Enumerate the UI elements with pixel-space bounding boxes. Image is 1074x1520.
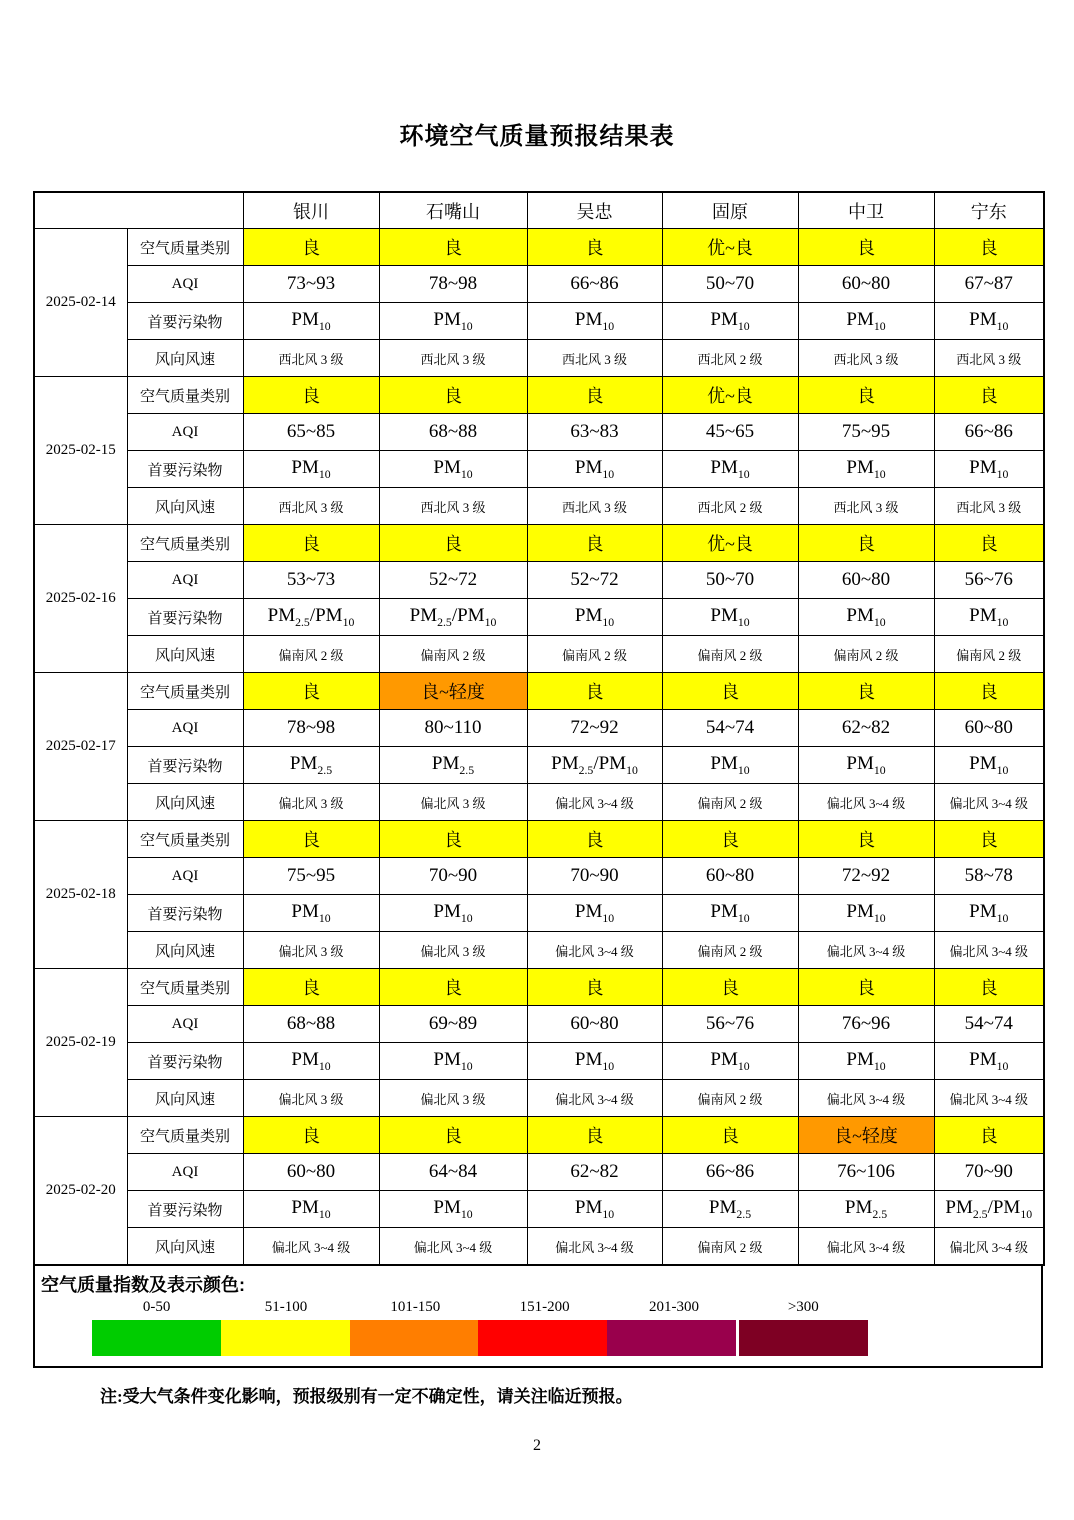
wind-cell: 偏北风 3~4 级 [798, 1228, 934, 1266]
wind-cell: 偏北风 3~4 级 [934, 932, 1044, 969]
aqi-cell: 80~110 [379, 710, 527, 747]
day-4-aqi-row [34, 858, 1044, 895]
pollutant-cell: $PM_{10}$ [662, 303, 798, 340]
row-label-category: 空气质量类别 [127, 229, 243, 266]
category-cell: 良 [662, 821, 798, 858]
aqi-cell: 66~86 [527, 266, 662, 303]
pollutant-cell: $PM_{10}$ [243, 895, 379, 932]
pollutant-cell: $PM_{2.5}/PM_{10}$ [934, 1191, 1044, 1228]
wind-cell: 偏南风 2 级 [662, 932, 798, 969]
legend-range-label: 201-300 [648, 1299, 699, 1315]
row-label-category: 空气质量类别 [127, 673, 243, 710]
wind-cell: 偏北风 3~4 级 [798, 784, 934, 821]
legend-range-label: >300 [787, 1299, 819, 1315]
pollutant-cell: $PM_{10}$ [527, 599, 662, 636]
day-6-aqi-row [34, 1154, 1044, 1191]
pollutant-cell: $PM_{10}$ [934, 303, 1044, 340]
pollutant-cell: $PM_{10}$ [379, 451, 527, 488]
pollutant-cell: $PM_{10}$ [243, 451, 379, 488]
day-6-category-row [34, 1117, 1044, 1154]
wind-cell: 西北风 3 级 [379, 340, 527, 377]
city-header-2: 吴忠 [527, 192, 662, 229]
wind-cell: 偏北风 3~4 级 [934, 1080, 1044, 1117]
pollutant-cell: $PM_{10}$ [662, 747, 798, 784]
category-cell: 良 [662, 969, 798, 1006]
pollutant-cell: $PM_{10}$ [379, 303, 527, 340]
wind-cell: 偏南风 2 级 [662, 1228, 798, 1266]
row-label-pollutant: 首要污染物 [127, 1191, 243, 1228]
row-label-pollutant: 首要污染物 [127, 1043, 243, 1080]
date-cell: 2025-02-20 [34, 1117, 127, 1266]
day-1-wind-row [34, 488, 1044, 525]
category-cell: 良 [243, 821, 379, 858]
category-cell: 良 [243, 229, 379, 266]
wind-cell: 西北风 3 级 [243, 488, 379, 525]
legend-color-swatch [739, 1320, 868, 1356]
city-header-4: 中卫 [798, 192, 934, 229]
day-5-pollutant-row [34, 1043, 1044, 1080]
day-3-aqi-row [34, 710, 1044, 747]
aqi-cell: 60~80 [934, 710, 1044, 747]
aqi-cell: 76~96 [798, 1006, 934, 1043]
aqi-cell: 50~70 [662, 266, 798, 303]
aqi-cell: 72~92 [798, 858, 934, 895]
aqi-cell: 50~70 [662, 562, 798, 599]
aqi-cell: 76~106 [798, 1154, 934, 1191]
day-4-category-row [34, 821, 1044, 858]
category-cell: 良 [798, 377, 934, 414]
row-label-wind: 风向风速 [127, 488, 243, 525]
pollutant-cell: $PM_{2.5}$ [379, 747, 527, 784]
wind-cell: 西北风 3 级 [527, 488, 662, 525]
wind-cell: 偏北风 3 级 [243, 1080, 379, 1117]
date-cell: 2025-02-19 [34, 969, 127, 1117]
wind-cell: 西北风 3 级 [798, 340, 934, 377]
pollutant-cell: $PM_{10}$ [798, 303, 934, 340]
pollutant-cell: $PM_{10}$ [934, 895, 1044, 932]
aqi-cell: 69~89 [379, 1006, 527, 1043]
day-3-wind-row [34, 784, 1044, 821]
aqi-cell: 70~90 [527, 858, 662, 895]
category-cell: 良 [798, 673, 934, 710]
category-cell: 良 [798, 229, 934, 266]
date-cell: 2025-02-16 [34, 525, 127, 673]
pollutant-cell: $PM_{10}$ [527, 1191, 662, 1228]
pollutant-cell: $PM_{10}$ [798, 895, 934, 932]
aqi-cell: 62~82 [798, 710, 934, 747]
wind-cell: 西北风 3 级 [243, 340, 379, 377]
category-cell: 良 [243, 969, 379, 1006]
wind-cell: 偏北风 3~4 级 [527, 1080, 662, 1117]
wind-cell: 偏北风 3~4 级 [798, 932, 934, 969]
header-row [34, 192, 1044, 229]
pollutant-cell: $PM_{10}$ [527, 895, 662, 932]
category-cell: 良 [798, 525, 934, 562]
aqi-cell: 56~76 [662, 1006, 798, 1043]
aqi-cell: 45~65 [662, 414, 798, 451]
aqi-cell: 72~92 [527, 710, 662, 747]
aqi-cell: 68~88 [379, 414, 527, 451]
wind-cell: 偏南风 2 级 [798, 636, 934, 673]
aqi-cell: 78~98 [379, 266, 527, 303]
day-4-wind-row [34, 932, 1044, 969]
aqi-cell: 60~80 [243, 1154, 379, 1191]
wind-cell: 西北风 3 级 [934, 488, 1044, 525]
day-1-pollutant-row [34, 451, 1044, 488]
day-4-pollutant-row [34, 895, 1044, 932]
aqi-cell: 66~86 [934, 414, 1044, 451]
row-label-category: 空气质量类别 [127, 525, 243, 562]
wind-cell: 西北风 2 级 [662, 340, 798, 377]
wind-cell: 偏南风 2 级 [662, 784, 798, 821]
wind-cell: 西北风 3 级 [934, 340, 1044, 377]
legend-color-swatch [92, 1320, 221, 1356]
wind-cell: 偏南风 2 级 [527, 636, 662, 673]
category-cell: 良 [379, 1117, 527, 1154]
aqi-cell: 73~93 [243, 266, 379, 303]
day-0-pollutant-row [34, 303, 1044, 340]
category-cell: 良 [934, 969, 1044, 1006]
city-header-0: 银川 [243, 192, 379, 229]
legend-color-swatch [350, 1320, 479, 1356]
day-0-aqi-row [34, 266, 1044, 303]
category-cell: 良~轻度 [379, 673, 527, 710]
forecast-table [33, 191, 1045, 1266]
category-cell: 良 [934, 673, 1044, 710]
wind-cell: 偏北风 3 级 [243, 932, 379, 969]
aqi-cell: 70~90 [934, 1154, 1044, 1191]
pollutant-cell: $PM_{10}$ [934, 1043, 1044, 1080]
wind-cell: 偏北风 3 级 [379, 1080, 527, 1117]
legend-range-label: 101-150 [390, 1299, 441, 1315]
pollutant-cell: $PM_{10}$ [379, 895, 527, 932]
pollutant-cell: $PM_{2.5}/PM_{10}$ [243, 599, 379, 636]
aqi-cell: 67~87 [934, 266, 1044, 303]
category-cell: 良 [379, 969, 527, 1006]
aqi-cell: 60~80 [798, 562, 934, 599]
category-cell: 良 [527, 969, 662, 1006]
category-cell: 良 [243, 673, 379, 710]
day-2-category-row [34, 525, 1044, 562]
category-cell: 优~良 [662, 525, 798, 562]
row-label-wind: 风向风速 [127, 932, 243, 969]
row-label-wind: 风向风速 [127, 1080, 243, 1117]
pollutant-cell: $PM_{10}$ [934, 747, 1044, 784]
category-cell: 良 [934, 1117, 1044, 1154]
category-cell: 良 [934, 377, 1044, 414]
aqi-legend [33, 1264, 1043, 1368]
pollutant-cell: $PM_{10}$ [662, 599, 798, 636]
row-label-aqi: AQI [127, 1006, 243, 1043]
day-1-aqi-row [34, 414, 1044, 451]
category-cell: 良 [527, 377, 662, 414]
pollutant-cell: $PM_{10}$ [527, 1043, 662, 1080]
day-1-category-row [34, 377, 1044, 414]
category-cell: 良 [662, 673, 798, 710]
category-cell: 良 [243, 377, 379, 414]
pollutant-cell: $PM_{10}$ [934, 451, 1044, 488]
day-6-pollutant-row [34, 1191, 1044, 1228]
legend-range-label: 151-200 [519, 1299, 570, 1315]
day-6-wind-row [34, 1228, 1044, 1266]
aqi-cell: 68~88 [243, 1006, 379, 1043]
row-label-aqi: AQI [127, 414, 243, 451]
day-2-aqi-row [34, 562, 1044, 599]
pollutant-cell: $PM_{10}$ [243, 303, 379, 340]
wind-cell: 偏北风 3~4 级 [243, 1228, 379, 1266]
legend-color-swatch [221, 1320, 350, 1356]
day-0-category-row [34, 229, 1044, 266]
pollutant-cell: $PM_{2.5}$ [798, 1191, 934, 1228]
wind-cell: 偏北风 3~4 级 [379, 1228, 527, 1266]
row-label-aqi: AQI [127, 710, 243, 747]
wind-cell: 偏北风 3~4 级 [934, 1228, 1044, 1266]
legend-title: 空气质量指数及表示颜色: [41, 1275, 245, 1295]
day-5-wind-row [34, 1080, 1044, 1117]
row-label-aqi: AQI [127, 858, 243, 895]
wind-cell: 西北风 3 级 [379, 488, 527, 525]
day-2-wind-row [34, 636, 1044, 673]
wind-cell: 偏南风 2 级 [379, 636, 527, 673]
wind-cell: 偏北风 3~4 级 [934, 784, 1044, 821]
category-cell: 良 [934, 821, 1044, 858]
pollutant-cell: $PM_{10}$ [379, 1191, 527, 1228]
wind-cell: 西北风 3 级 [798, 488, 934, 525]
aqi-cell: 75~95 [798, 414, 934, 451]
legend-color-bar [92, 1320, 868, 1356]
page-number: 2 [533, 1437, 541, 1454]
row-label-wind: 风向风速 [127, 1228, 243, 1266]
category-cell: 良 [527, 821, 662, 858]
aqi-cell: 66~86 [662, 1154, 798, 1191]
aqi-cell: 64~84 [379, 1154, 527, 1191]
row-label-category: 空气质量类别 [127, 1117, 243, 1154]
aqi-cell: 60~80 [662, 858, 798, 895]
page-title: 环境空气质量预报结果表 [399, 124, 675, 150]
pollutant-cell: $PM_{10}$ [798, 599, 934, 636]
day-3-category-row [34, 673, 1044, 710]
aqi-cell: 63~83 [527, 414, 662, 451]
row-label-pollutant: 首要污染物 [127, 599, 243, 636]
wind-cell: 西北风 3 级 [527, 340, 662, 377]
aqi-cell: 58~78 [934, 858, 1044, 895]
legend-range-label: 0-50 [142, 1299, 171, 1315]
wind-cell: 西北风 2 级 [662, 488, 798, 525]
pollutant-cell: $PM_{10}$ [243, 1191, 379, 1228]
category-cell: 良 [379, 377, 527, 414]
row-label-wind: 风向风速 [127, 636, 243, 673]
row-label-wind: 风向风速 [127, 784, 243, 821]
legend-color-swatch [478, 1320, 607, 1356]
aqi-cell: 60~80 [798, 266, 934, 303]
category-cell: 良 [798, 969, 934, 1006]
day-5-aqi-row [34, 1006, 1044, 1043]
date-cell: 2025-02-15 [34, 377, 127, 525]
wind-cell: 偏北风 3 级 [243, 784, 379, 821]
forecast-note: 注:受大气条件变化影响，预报级别有一定不确定性，请关注临近预报。 [100, 1387, 633, 1406]
wind-cell: 偏南风 2 级 [662, 636, 798, 673]
pollutant-cell: $PM_{10}$ [527, 451, 662, 488]
pollutant-cell: $PM_{10}$ [662, 895, 798, 932]
aqi-cell: 65~85 [243, 414, 379, 451]
corner-cell [34, 192, 243, 229]
city-header-1: 石嘴山 [379, 192, 527, 229]
aqi-cell: 75~95 [243, 858, 379, 895]
date-cell: 2025-02-14 [34, 229, 127, 377]
pollutant-cell: $PM_{2.5}$ [243, 747, 379, 784]
date-cell: 2025-02-18 [34, 821, 127, 969]
day-0-wind-row [34, 340, 1044, 377]
aqi-cell: 54~74 [662, 710, 798, 747]
pollutant-cell: $PM_{10}$ [379, 1043, 527, 1080]
pollutant-cell: $PM_{10}$ [798, 1043, 934, 1080]
aqi-cell: 60~80 [527, 1006, 662, 1043]
pollutant-cell: $PM_{10}$ [662, 451, 798, 488]
wind-cell: 偏南风 2 级 [934, 636, 1044, 673]
legend-range-labels [92, 1299, 868, 1316]
wind-cell: 偏南风 2 级 [662, 1080, 798, 1117]
day-2-pollutant-row [34, 599, 1044, 636]
legend-color-swatch [607, 1320, 739, 1356]
category-cell: 良~轻度 [798, 1117, 934, 1154]
aqi-cell: 78~98 [243, 710, 379, 747]
day-3-pollutant-row [34, 747, 1044, 784]
wind-cell: 偏北风 3~4 级 [527, 1228, 662, 1266]
row-label-aqi: AQI [127, 266, 243, 303]
wind-cell: 偏南风 2 级 [243, 636, 379, 673]
category-cell: 良 [934, 229, 1044, 266]
pollutant-cell: $PM_{2.5}$ [662, 1191, 798, 1228]
wind-cell: 偏北风 3~4 级 [527, 784, 662, 821]
category-cell: 良 [934, 525, 1044, 562]
category-cell: 良 [527, 1117, 662, 1154]
category-cell: 优~良 [662, 229, 798, 266]
pollutant-cell: $PM_{2.5}/PM_{10}$ [527, 747, 662, 784]
row-label-pollutant: 首要污染物 [127, 451, 243, 488]
wind-cell: 偏北风 3 级 [379, 932, 527, 969]
category-cell: 良 [243, 525, 379, 562]
aqi-cell: 52~72 [527, 562, 662, 599]
wind-cell: 偏北风 3 级 [379, 784, 527, 821]
city-header-3: 固原 [662, 192, 798, 229]
row-label-category: 空气质量类别 [127, 821, 243, 858]
row-label-aqi: AQI [127, 562, 243, 599]
city-header-5: 宁东 [934, 192, 1044, 229]
aqi-cell: 62~82 [527, 1154, 662, 1191]
wind-cell: 偏北风 3~4 级 [527, 932, 662, 969]
row-label-aqi: AQI [127, 1154, 243, 1191]
aqi-cell: 56~76 [934, 562, 1044, 599]
aqi-cell: 54~74 [934, 1006, 1044, 1043]
aqi-cell: 70~90 [379, 858, 527, 895]
category-cell: 良 [662, 1117, 798, 1154]
pollutant-cell: $PM_{10}$ [798, 747, 934, 784]
pollutant-cell: $PM_{10}$ [243, 1043, 379, 1080]
row-label-pollutant: 首要污染物 [127, 895, 243, 932]
category-cell: 良 [527, 525, 662, 562]
row-label-category: 空气质量类别 [127, 377, 243, 414]
row-label-pollutant: 首要污染物 [127, 303, 243, 340]
row-label-pollutant: 首要污染物 [127, 747, 243, 784]
category-cell: 良 [379, 525, 527, 562]
category-cell: 良 [798, 821, 934, 858]
legend-range-label: 51-100 [264, 1299, 308, 1315]
pollutant-cell: $PM_{10}$ [934, 599, 1044, 636]
category-cell: 良 [527, 673, 662, 710]
pollutant-cell: $PM_{10}$ [527, 303, 662, 340]
day-5-category-row [34, 969, 1044, 1006]
date-cell: 2025-02-17 [34, 673, 127, 821]
pollutant-cell: $PM_{10}$ [798, 451, 934, 488]
category-cell: 良 [379, 229, 527, 266]
category-cell: 良 [379, 821, 527, 858]
pollutant-cell: $PM_{10}$ [662, 1043, 798, 1080]
category-cell: 良 [527, 229, 662, 266]
row-label-category: 空气质量类别 [127, 969, 243, 1006]
wind-cell: 偏北风 3~4 级 [798, 1080, 934, 1117]
category-cell: 良 [243, 1117, 379, 1154]
category-cell: 优~良 [662, 377, 798, 414]
aqi-cell: 52~72 [379, 562, 527, 599]
row-label-wind: 风向风速 [127, 340, 243, 377]
aqi-cell: 53~73 [243, 562, 379, 599]
pollutant-cell: $PM_{2.5}/PM_{10}$ [379, 599, 527, 636]
